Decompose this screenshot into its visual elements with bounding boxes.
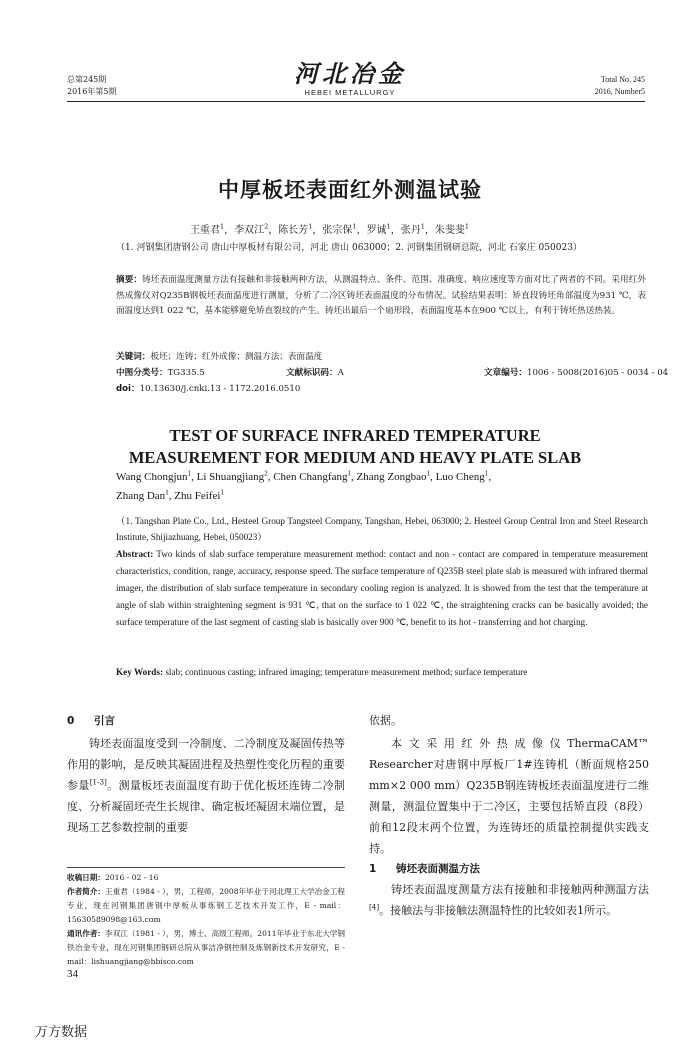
author-separator: ， [356,225,367,236]
classification-line [116,366,669,382]
author-affiliation-mark: 1 [352,222,357,231]
s1-citation: [4] [369,902,380,912]
author-name: Luo Cheng [435,471,485,483]
author-name: 朱斐斐 [434,225,465,236]
keywords-cn-text: 板坯；连铸；红外成像；测温方法；表面温度 [150,352,323,362]
author-affiliation-mark: 1 [347,469,352,478]
author-name: Li Shuangjiang [196,471,265,483]
author-separator: , [168,490,175,502]
page-number: 34 [67,968,78,980]
abstract-cn-text: 铸坯表面温度测量方法有接触和非接触两种方法，从测温特点、条件、范围、准确度、响应速度等方面对比了两者的不同。采用红外热成像仪对Q235B钢板坯表面温度进行测量，分析了二冷区铸坯表面温度的分布情况。试验结果表明：矫直段铸坯角部温度为931 ℃，表面温度达到1 022 ℃，基本能够避免矫直裂纹的产生。铸坯出最后一个扇形段，表面温度基本在900 ℃以上，有利于铸坯热送热装。 [116,275,646,316]
received-value: 2016 - 02 - 16 [104,873,159,882]
author [234,222,279,236]
section-0-number: 0 [67,715,75,727]
footnote-received [67,871,345,885]
section-1-paragraph [369,879,649,921]
received-label: 收稿日期： [67,873,105,882]
keywords-cn [116,350,646,366]
clc [116,368,205,378]
doi-label: doi： [116,384,140,394]
author-affiliation-mark: 2 [264,222,269,231]
author [116,490,174,502]
keywords-en-label: Key Words: [116,667,164,677]
author [190,222,235,236]
keywords-cn-label: 关键词： [116,352,151,362]
header-rule [67,101,645,102]
intro-paragraph [67,733,345,838]
author-name: Chen Changfang [273,471,348,483]
doc-code [286,366,344,382]
author [434,222,469,236]
author-affiliation-mark: 1 [220,222,225,231]
journal-logo-cn: 河北冶金 [294,59,406,88]
author-affiliation-mark: 1 [308,222,313,231]
author-separator: , [351,471,357,483]
author [435,469,492,483]
intro-citation: [1-3] [89,777,107,787]
footnote-author [67,885,345,927]
paper-title-en-line1: TEST OF SURFACE INFRARED TEMPERATURE [169,426,541,445]
affiliation-en: （1. Tangshan Plate Co., Ltd., Hesteel Group Tangsteel Company, Tangshan, Hebei, 063000; 2. Hesteel Group Central Iron and Steel Research Institute, Shijiazhuang, Hebei, 050023） [116,516,648,542]
authors-cn [190,221,610,236]
doc-code-label: 文献标识码： [286,368,338,378]
author-affiliation-mark: 1 [420,222,425,231]
author-name: 李双江 [234,225,265,236]
author [116,471,197,483]
author-name: Zhang Zongbao [356,471,427,483]
article-no [484,366,668,382]
left-column [67,712,345,838]
author-name: 张宗保 [322,225,353,236]
author-separator: ， [268,225,279,236]
abstract-en-label: Abstract: [116,549,154,559]
s1-text-b: 。接触法与非接触法测温特性的比较如表1所示。 [379,904,618,917]
header-total-issue-cn: 总第245期 [67,75,107,84]
doi-line [116,382,646,398]
author-separator: ， [390,225,401,236]
watermark-text: 万方数据 [35,1025,88,1040]
author [357,471,436,483]
s1-text-a: 铸坯表面温度测量方法有接触和非接触两种测温方法 [391,883,649,896]
author-affiliation-mark: 1 [426,469,431,478]
journal-name-en: HEBEI METALLURGY [304,88,396,97]
author-affiliation-mark: 1 [386,222,391,231]
author-affiliation-mark: 2 [264,469,268,478]
header-year-issue-cn: 2016年第5期 [67,87,117,96]
author-separator: ， [312,225,323,236]
footnotes [67,871,345,969]
authors-en-line1 [116,468,656,487]
author-affiliation-mark: 1 [165,488,169,497]
author [273,471,356,483]
intro-text-b: 。测量板坯表面温度有助于优化板坯连铸二冷制度、分析凝固坯壳生长规律、确定板坯凝固末端位置，是现场工艺参数控制的重要 [67,779,346,834]
header-total-no: Total No. 245 [600,75,645,84]
abstract-cn [116,273,646,320]
header-left-issue [67,74,187,98]
author-bio-label: 作者简介： [67,887,106,896]
author-name: Zhang Dan [116,490,166,502]
author-name: Zhu Feifei [174,490,221,502]
journal-masthead [270,60,430,98]
right-col-continuation: 依据。 [369,714,402,727]
author-affiliation-mark: 1 [187,469,192,478]
keywords-en-text: slab; continuous casting; infrared imaging; temperature measurement method; surface temperature [165,667,528,677]
author-name: 罗诚 [366,225,387,236]
author [197,471,274,483]
author [366,222,401,236]
author-bio-text: 王重君（1984 - ），男，工程师，2008年毕业于河北理工大学冶金工程专业，现在河钢集团唐钢中厚板从事炼钢工艺技术开发工作，E - mail：15630589098@163.com [67,887,346,924]
author-separator: ， [224,225,235,236]
section-1-number: 1 [369,863,377,875]
author-separator: , [430,471,436,483]
footnote-rule [67,867,345,868]
section-0-title: 引言 [93,715,115,727]
method-paragraph: 本文采用红外热成像仪ThermaCAM™ Researcher对唐钢中厚板厂1#连铸机（断面规格250 mm×2 000 mm）Q235B钢连铸板坯表面温度进行二维测量，测温位置集中于二冷区，主要包括矫直段（8段）前和12段末两个位置，为连铸坯的质量控制提供实践支持。 [369,737,649,855]
paper-title-en-line2: MEASUREMENT FOR MEDIUM AND HEAVY PLATE SLAB [128,448,582,467]
corresponding-text: 李双江（1981 - ），男，博士、高级工程师，2011年毕业于东北大学钢铁冶金专业，现在河钢集团钢研总院从事洁净钢控制及炼钢新技术开发研究，E - mail：lishuangjiang@hbisco.com [67,929,346,966]
authors-en [116,468,656,506]
section-1-heading [369,859,649,879]
clc-value: TG335.5 [167,368,205,378]
author-separator: , [267,471,274,483]
right-column [369,712,649,921]
doi-value: 10.13630/j.cnki.13 - 1172.2016.0510 [139,384,301,394]
paper-title-cn: 中厚板坯表面红外测温试验 [218,178,482,202]
author [400,222,435,236]
header-right-issue [505,74,645,98]
article-no-value: 1006 - 5008(2016)05 - 0034 - 04 [526,368,669,378]
clc-label: 中图分类号： [116,368,168,378]
intro-text-a: 铸坯表面温度受到一冷制度、二冷制度及凝固传热等作用的影响，是反映其凝固进程及热塑性变化历程的重要参量 [67,737,345,792]
author [174,490,224,502]
corresponding-label: 通讯作者： [67,929,106,938]
section-1-title: 铸坯表面测温方法 [395,863,480,875]
author-affiliation-mark: 1 [484,469,489,478]
author-separator: , [191,471,197,483]
author-name: 王重君 [190,225,220,236]
author-name: Wang Chongjun [116,471,188,483]
author-name: 张丹 [400,225,421,236]
author-separator: ， [424,225,435,236]
abstract-en [116,546,648,631]
keywords-en [116,664,648,681]
author-affiliation-mark: 1 [220,488,224,497]
abstract-cn-label: 摘要： [116,275,143,285]
footnote-corresponding [67,927,345,969]
section-0-heading [67,712,345,730]
paper-title-en [60,425,650,469]
authors-en-line2 [116,487,656,506]
doc-code-value: A [337,368,344,378]
header-year-number: 2016, Number5 [594,87,645,96]
article-no-label: 文章编号： [484,368,527,378]
author-separator: , [488,471,492,483]
author [278,222,323,236]
author [322,222,367,236]
author-name: 陈长芳 [278,225,309,236]
author-affiliation-mark: 1 [464,222,469,231]
affiliation-cn: （1. 河钢集团唐钢公司 唐山中厚板材有限公司，河北 唐山 063000；2. 河钢集团钢研总院，河北 石家庄 050023） [116,243,582,253]
abstract-en-text: Two kinds of slab surface temperature measurement method: contact and non - contact are compared in temperature measurement characteristics, condition, range, accuracy, response speed. The surface temperature of Q235B steel plate slab is measured with infrared thermal imager, the distribution of slab surface temperature in secondary cooling region is analyzed. It is showed from the test that the temperature at angle of slab within straightening segment is 931 ℃, that on the surface to 1 022 ℃, the straightening cracks can be basically avoided; the surface temperature of the last segment of casting slab is basically over 900 ℃, benefit to its hot - transferring and hot charging. [116,549,648,627]
